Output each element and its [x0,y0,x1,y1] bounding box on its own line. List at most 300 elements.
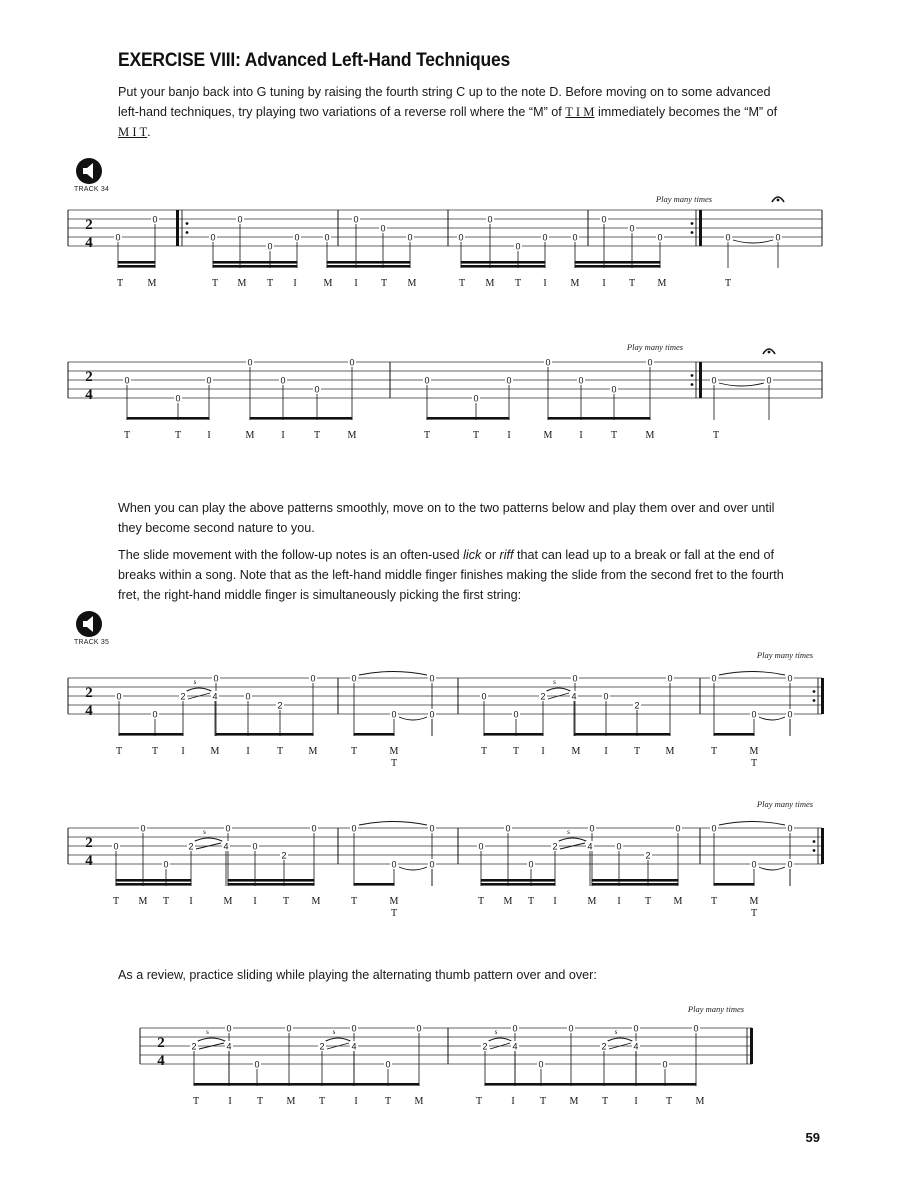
fret-number: 0 [506,375,512,386]
right-hand-finger-label: T [539,1096,547,1107]
repeat-start-thick [176,210,179,246]
fret-number: 0 [657,232,663,243]
fret-number: 0 [505,823,511,834]
fret-number: 0 [429,823,435,834]
repeat-dot [186,222,189,225]
right-hand-finger-label: M [587,896,597,907]
right-hand-finger-label: T [750,908,758,919]
fret-number: 0 [324,232,330,243]
fret-number: 0 [751,859,757,870]
right-hand-finger-label: T [527,896,535,907]
repeat-end-thick [699,362,702,398]
page-number: 59 [805,1130,820,1145]
fret-number: 0 [245,691,251,702]
right-hand-finger-label: T [350,746,358,757]
right-hand-finger-label: M [665,746,675,757]
right-hand-finger-label: T [710,746,718,757]
time-signature-top: 2 [85,217,93,233]
time-signature-top: 2 [85,835,93,851]
fret-number: 2 [191,1041,197,1052]
time-signature-bottom: 4 [85,853,93,869]
slide-paragraph: The slide movement with the follow-up notes is an often-used lick or riff that can lead up to a break or fall at the end of breaks within a song. Note that as the left-hand middle finger finishes making the slide from the second fret to the fourth fret, the right-hand middle finger is simultaneously picking the first string: [118,548,784,602]
right-hand-finger-label: M [210,746,220,757]
fret-number: 0 [225,823,231,834]
beam [485,1083,697,1086]
fret-number: 2 [188,841,194,852]
slide-mark: s [614,1028,618,1036]
beam [481,879,556,882]
right-hand-finger-label: T [115,746,123,757]
fret-number: 0 [163,859,169,870]
slide-mark: s [567,828,570,836]
right-hand-finger-label: M [245,430,255,441]
repeat-dot [186,231,189,234]
fret-number: 0 [351,1023,357,1034]
tie-arc [359,822,427,826]
fret-number: 0 [267,241,273,252]
right-hand-finger-label: M [673,896,683,907]
fret-number: 4 [512,1041,518,1052]
fret-number: 0 [633,1023,639,1034]
fret-number: 0 [787,709,793,720]
fret-number: 0 [481,691,487,702]
tab-system-s3 [68,650,824,769]
beam [714,733,755,736]
right-hand-finger-label: T [475,1096,483,1107]
right-hand-finger-label: T [710,896,718,907]
time-signature-bottom: 4 [85,387,93,403]
right-hand-finger-label: M [569,1096,579,1107]
right-hand-finger-label: T [610,430,618,441]
right-hand-finger-label: T [350,896,358,907]
fret-number: 2 [319,1041,325,1052]
fret-number: 0 [787,673,793,684]
play-many-times-label: Play many times [655,194,713,204]
fret-number: 0 [351,823,357,834]
repeat-dot [691,374,694,377]
fret-number: 0 [226,1023,232,1034]
fret-number: 0 [391,709,397,720]
mit-underlined: M I T [118,125,148,139]
fret-number: 0 [152,214,158,225]
right-hand-finger-label: I [189,896,193,907]
repeat-end-thick [821,678,824,714]
fret-number: 0 [140,823,146,834]
right-hand-finger-label: M [645,430,655,441]
repeat-end-thick [699,210,702,246]
beam [228,883,315,886]
right-hand-finger-label: T [266,278,274,289]
fret-number: 0 [458,232,464,243]
right-hand-finger-label: M [503,896,513,907]
slide-arc [606,1038,634,1042]
fret-number: 0 [416,1023,422,1034]
slide-arc [193,838,224,842]
right-hand-finger-label: M [308,746,318,757]
right-hand-finger-label: M [543,430,553,441]
right-hand-finger-label: I [604,746,608,757]
right-hand-finger-label: M [389,896,399,907]
beam [714,883,755,886]
fret-number: 0 [247,357,253,368]
fret-number: 0 [206,375,212,386]
tie-arc [359,672,427,676]
right-hand-finger-label: T [123,430,131,441]
fret-number: 0 [589,823,595,834]
fret-number: 4 [226,1041,232,1052]
beam [592,883,679,886]
time-signature-top: 2 [157,1035,165,1051]
right-hand-finger-label: T [514,278,522,289]
fret-number: 0 [237,214,243,225]
right-hand-finger-label: T [477,896,485,907]
right-hand-finger-label: T [633,746,641,757]
right-hand-finger-label: I [579,430,583,441]
fret-number: 0 [349,357,355,368]
fret-number: 0 [254,1059,260,1070]
fret-number: 0 [311,823,317,834]
right-hand-finger-label: T [423,430,431,441]
right-hand-finger-label: M [347,430,357,441]
fret-number: 2 [281,850,287,861]
fret-number: 0 [603,691,609,702]
fret-number: 0 [568,1023,574,1034]
slide-mark: s [203,828,206,836]
fret-number: 2 [482,1041,488,1052]
beam [116,879,192,882]
right-hand-finger-label: T [390,758,398,769]
right-hand-finger-label: M [138,896,148,907]
beam [484,733,544,736]
right-hand-finger-label: T [256,1096,264,1107]
fret-number: 4 [571,691,577,702]
right-hand-finger-label: T [750,758,758,769]
tie-arc [719,672,785,676]
fret-number: 2 [601,1041,607,1052]
fret-number: 2 [634,700,640,711]
review-paragraph: As a review, practice sliding while playing the alternating thumb pattern over and over: [118,968,597,982]
tab-system-s5 [140,1004,753,1107]
fret-number: 0 [711,823,717,834]
fret-number: 0 [424,375,430,386]
slide-mark: s [494,1028,498,1036]
right-hand-finger-label: M [571,746,581,757]
fret-number: 0 [675,823,681,834]
fret-number: 0 [572,673,578,684]
right-hand-finger-label: T [112,896,120,907]
tie-arc [733,240,773,243]
beam [213,265,298,268]
repeat-end-thick [821,828,824,864]
fret-number: 0 [711,375,717,386]
fret-number: 0 [775,232,781,243]
fret-number: 0 [429,673,435,684]
play-many-times-label: Play many times [756,799,814,809]
tab-system-s4 [68,799,824,919]
right-hand-finger-label: M [414,1096,424,1107]
beam [194,1083,420,1086]
tie-arc [759,717,785,720]
repeat-dot [691,383,694,386]
right-hand-finger-label: T [162,896,170,907]
beam [461,261,546,264]
tim-underlined: T I M [565,105,595,119]
fret-number: 0 [629,223,635,234]
slide-arc [545,688,572,692]
track-35-label: TRACK 35 [74,609,109,646]
beam [116,883,192,886]
beam [127,417,210,420]
slide-mark: s [332,1028,336,1036]
time-signature-top: 2 [85,685,93,701]
beam [427,417,510,420]
right-hand-finger-label: T [380,278,388,289]
right-hand-finger-label: I [553,896,557,907]
right-hand-finger-label: I [354,1096,358,1107]
right-hand-finger-label: M [389,746,399,757]
fret-number: 0 [478,841,484,852]
tie-arc [719,383,764,386]
track-34-label: TRACK 34 [74,156,109,193]
right-hand-finger-label: M [223,896,233,907]
right-hand-finger-label: I [634,1096,638,1107]
tie-arc [719,822,785,826]
fret-number: 0 [787,823,793,834]
repeat-dot [691,222,694,225]
fret-number: 0 [385,1059,391,1070]
beam [228,879,315,882]
right-hand-finger-label: M [695,1096,705,1107]
right-hand-finger-label: I [602,278,606,289]
right-hand-finger-label: M [147,278,157,289]
time-signature-top: 2 [85,369,93,385]
fret-number: 0 [113,841,119,852]
repeat-dot [691,231,694,234]
right-hand-finger-label: T [192,1096,200,1107]
fret-number: 0 [213,673,219,684]
fret-number: 4 [587,841,593,852]
fret-number: 0 [572,232,578,243]
right-hand-finger-label: I [617,896,621,907]
fret-number: 0 [280,375,286,386]
fret-number: 0 [175,393,181,404]
beam [213,261,298,264]
right-hand-finger-label: M [407,278,417,289]
slide-arc [185,688,213,692]
tie-arc [759,867,785,870]
right-hand-finger-label: T [458,278,466,289]
beam [575,265,661,268]
right-hand-finger-label: I [293,278,297,289]
fret-number: 0 [252,841,258,852]
beam [592,879,679,882]
repeat-dot [813,849,816,852]
beam [575,261,661,264]
fret-number: 2 [540,691,546,702]
right-hand-finger-label: M [657,278,667,289]
right-hand-finger-label: M [286,1096,296,1107]
tab-system-s2 [68,342,822,441]
right-hand-finger-label: T [712,430,720,441]
right-hand-finger-label: T [276,746,284,757]
play-many-times-label: Play many times [687,1004,745,1014]
fret-number: 0 [429,859,435,870]
right-hand-finger-label: T [282,896,290,907]
fret-number: 0 [380,223,386,234]
tab-system-s1 [68,194,822,289]
right-hand-finger-label: T [390,908,398,919]
fret-number: 0 [725,232,731,243]
right-hand-finger-label: M [323,278,333,289]
fret-number: 0 [528,859,534,870]
fret-number: 0 [545,357,551,368]
fret-number: 0 [429,709,435,720]
right-hand-finger-label: T [384,1096,392,1107]
fret-number: 0 [294,232,300,243]
beam [354,733,395,736]
play-many-times-label: Play many times [756,650,814,660]
intro-paragraph: Put your banjo back into G tuning by raising the fourth string C up to the note D. Before moving on to some advanced left-hand techniques, try playing two variations of a reverse roll where the “M” of T I M immediately becomes the “M” of M I T. [118,85,778,139]
fret-number: 0 [210,232,216,243]
right-hand-finger-label: M [311,896,321,907]
slide-mark: s [553,678,556,686]
right-hand-finger-label: I [228,1096,232,1107]
right-hand-finger-label: I [507,430,511,441]
repeat-dot [813,840,816,843]
fret-number: 0 [601,214,607,225]
right-hand-finger-label: T [472,430,480,441]
fret-number: 4 [212,691,218,702]
fret-number: 2 [180,691,186,702]
right-hand-finger-label: M [485,278,495,289]
fret-number: 0 [616,841,622,852]
right-hand-finger-label: M [749,746,759,757]
beam [481,883,556,886]
time-signature-bottom: 4 [157,1053,165,1069]
right-hand-finger-label: T [628,278,636,289]
fret-number: 0 [662,1059,668,1070]
right-hand-finger-label: T [211,278,219,289]
slide-arc [324,1038,352,1042]
fret-number: 0 [766,375,772,386]
fret-number: 4 [223,841,229,852]
fret-number: 0 [353,214,359,225]
beam [118,265,156,268]
right-hand-finger-label: T [644,896,652,907]
fret-number: 0 [152,709,158,720]
fret-number: 0 [647,357,653,368]
fret-number: 0 [542,232,548,243]
beam [327,265,411,268]
fret-number: 0 [578,375,584,386]
beam [118,261,156,264]
tie-arc [399,867,427,870]
right-hand-finger-label: T [151,746,159,757]
fret-number: 0 [513,709,519,720]
fermata-dot [777,199,780,202]
beam [461,265,546,268]
fret-number: 2 [552,841,558,852]
fret-number: 0 [286,1023,292,1034]
beam [575,733,671,736]
slide-arc [196,1038,227,1042]
beam [250,417,353,420]
right-hand-finger-label: M [570,278,580,289]
fret-number: 0 [693,1023,699,1034]
fret-number: 0 [667,673,673,684]
fret-number: 0 [787,859,793,870]
slide-mark: s [206,1028,209,1036]
right-hand-finger-label: I [281,430,285,441]
right-hand-finger-label: T [724,278,732,289]
fret-number: 0 [515,241,521,252]
right-hand-finger-label: I [246,746,250,757]
right-hand-finger-label: I [541,746,545,757]
beam [354,883,395,886]
fret-number: 0 [711,673,717,684]
right-hand-finger-label: T [116,278,124,289]
fret-number: 4 [351,1041,357,1052]
fret-number: 0 [351,673,357,684]
beam [548,417,651,420]
fret-number: 0 [487,214,493,225]
fret-number: 0 [473,393,479,404]
right-hand-finger-label: I [207,430,211,441]
second-paragraph: When you can play the above patterns smoothly, move on to the two patterns below and play them over and over until they become second nature to you. [118,501,775,535]
fret-number: 4 [633,1041,639,1052]
fret-number: 0 [124,375,130,386]
slide-arc [557,838,588,842]
fret-number: 0 [407,232,413,243]
right-hand-finger-label: T [665,1096,673,1107]
fret-number: 0 [611,384,617,395]
tie-arc [399,717,427,720]
right-hand-finger-label: M [237,278,247,289]
beam [327,261,411,264]
right-hand-finger-label: T [174,430,182,441]
right-hand-finger-label: T [601,1096,609,1107]
fret-number: 0 [391,859,397,870]
slide-arc [487,1038,513,1042]
repeat-dot [813,699,816,702]
right-hand-finger-label: T [512,746,520,757]
right-hand-finger-label: T [318,1096,326,1107]
beam [216,733,314,736]
slide-mark: s [193,678,197,686]
right-hand-finger-label: I [354,278,358,289]
time-signature-bottom: 4 [85,235,93,251]
fermata-dot [768,351,771,354]
repeat-dot [813,690,816,693]
fret-number: 0 [116,691,122,702]
right-hand-finger-label: M [749,896,759,907]
play-many-times-label: Play many times [626,342,684,352]
fret-number: 2 [277,700,283,711]
fret-number: 0 [310,673,316,684]
right-hand-finger-label: T [480,746,488,757]
time-signature-bottom: 4 [85,703,93,719]
right-hand-finger-label: I [253,896,257,907]
fret-number: 0 [512,1023,518,1034]
right-hand-finger-label: I [543,278,547,289]
exercise-heading: EXERCISE VIII: Advanced Left-Hand Techniques [118,50,511,71]
fret-number: 0 [538,1059,544,1070]
right-hand-finger-label: T [313,430,321,441]
fret-number: 0 [314,384,320,395]
final-barline-thick [750,1028,753,1064]
fret-number: 2 [645,850,651,861]
fret-number: 0 [115,232,121,243]
